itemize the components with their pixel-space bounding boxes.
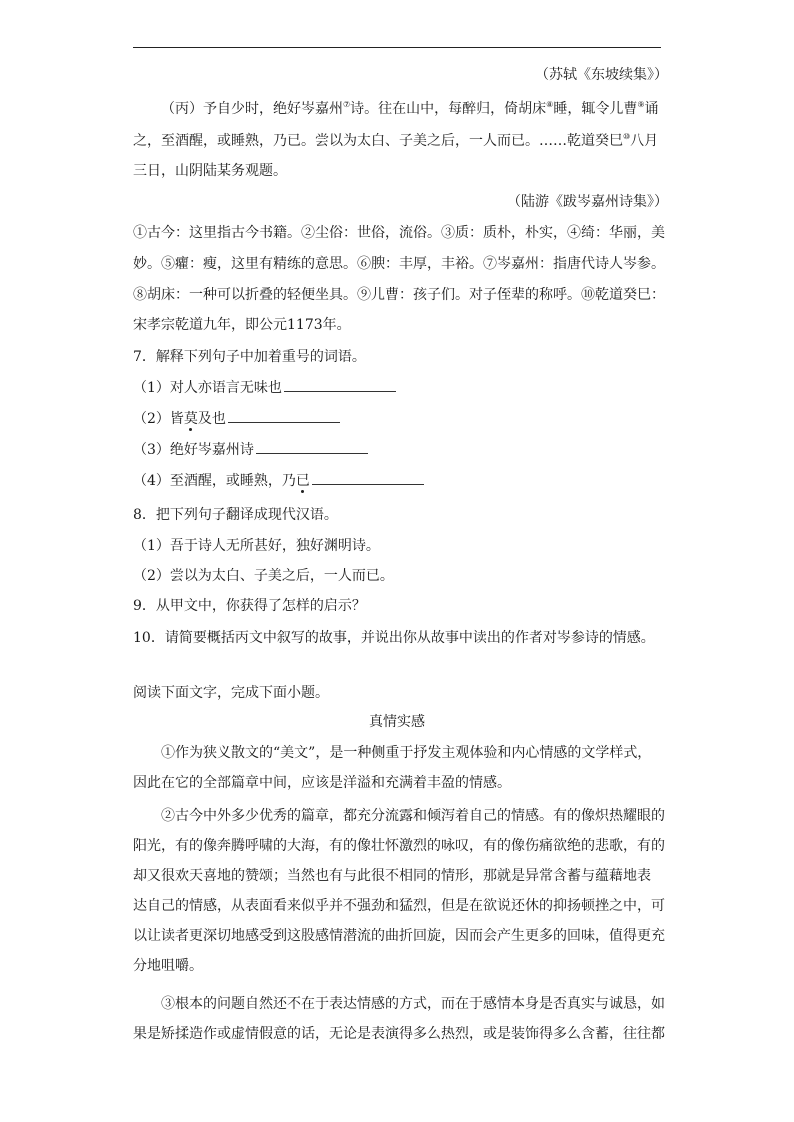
essay-line: 却又很欢天喜地的赞颂；当然也有与此很不相同的情形，那就是异常含蓄与蕴藉地表 [133,868,651,884]
passage-b-source: （苏轼《东坡续集》） [535,67,668,83]
passage-c-line-2: 之，至酒醒，或睡熟，乃已。尝以为太白、子美之后，一人而已。……乾道癸巳⑩八月 [133,132,659,149]
essay-line: 以让读者更深切地感受到这股感情潜流的曲折回旋，因而会产生更多的回味，值得更充 [133,928,665,944]
question-7-item-1: （1）对人亦语言无味也 [133,379,396,397]
question-8-item-2: （2）尝以为太白、子美之后，一人而已。 [133,568,394,584]
question-9: 9．从甲文中，你获得了怎样的启示？ [133,598,366,614]
note-line: ①古今：这里指古今书籍。②尘俗：世俗，流俗。③质：质朴，朴实，④绮：华丽，美 [133,225,665,241]
note-line: ⑧胡床：一种可以折叠的轻便坐具。⑨儿曹：孩子们。对子侄辈的称呼。⑩乾道癸巳： [133,287,665,303]
answer-blank[interactable] [256,441,368,454]
essay-line: 阳光，有的像奔腾呼啸的大海，有的像壮怀激烈的咏叹，有的像伤痛欲绝的悲歌，有的 [133,838,665,854]
question-7-item-2: （2）皆莫及也 [133,410,340,428]
answer-blank[interactable] [284,379,396,392]
note-line: 宋孝宗乾道九年，即公元1173年。 [133,317,351,333]
question-7-stem: 7．解释下列句子中加着重号的词语。 [133,349,366,365]
passage-c-line-3: 三日，山阴陆某务观题。 [133,163,287,179]
question-8-stem: 8．把下列句子翻译成现代汉语。 [133,507,338,523]
essay-line: 达自己的情感，从表面看来似乎并不强劲和猛烈，但是在欲说还休的抑扬顿挫之中，可 [133,898,665,914]
answer-blank[interactable] [228,410,340,423]
essay-title: 真情实感 [369,714,425,730]
question-7-item-4: （4）至酒醒，或睡熟，乃已 [133,472,424,490]
passage-c-line-1: （丙）予自少时，绝好岑嘉州⑦诗。往在山中，每醉归，倚胡床⑧睡，辄令儿曹⑨诵 [161,100,659,117]
question-10: 10．请简要概括丙文中叙写的故事，并说出你从故事中读出的作者对岑参诗的情感。 [133,630,655,646]
note-line: 妙。⑤癯：瘦，这里有精练的意思。⑥腴：丰厚，丰裕。⑦岑嘉州：指唐代诗人岑参。 [133,256,665,272]
essay-line: 因此在它的全部篇章中间，应该是洋溢和充满着丰盈的情感。 [133,775,511,791]
passage-c-source: （陆游《跋岑嘉州诗集》） [507,194,668,210]
top-rule [133,47,661,48]
question-8-item-1: （1）吾于诗人无所甚好，独好渊明诗。 [133,538,380,554]
essay-line: ③根本的问题自然还不在于表达情感的方式，而在于感情本身是否真实与诚恳，如 [161,996,665,1012]
reading-intro: 阅读下面文字，完成下面小题。 [133,685,329,701]
essay-line: ②古今中外多少优秀的篇章，都充分流露和倾泻着自己的情感。有的像炽热耀眼的 [161,808,665,824]
question-7-item-3: （3）绝好岑嘉州诗 [133,441,368,459]
essay-line: 果是矫揉造作或虚情假意的话，无论是表演得多么热烈，或是装饰得多么含蓄，往往都 [133,1026,665,1042]
essay-line: 分地咀嚼。 [133,958,203,974]
answer-blank[interactable] [312,472,424,485]
essay-line: ①作为狭义散文的“美文”，是一种侧重于抒发主观体验和内心情感的文学样式， [161,745,652,761]
